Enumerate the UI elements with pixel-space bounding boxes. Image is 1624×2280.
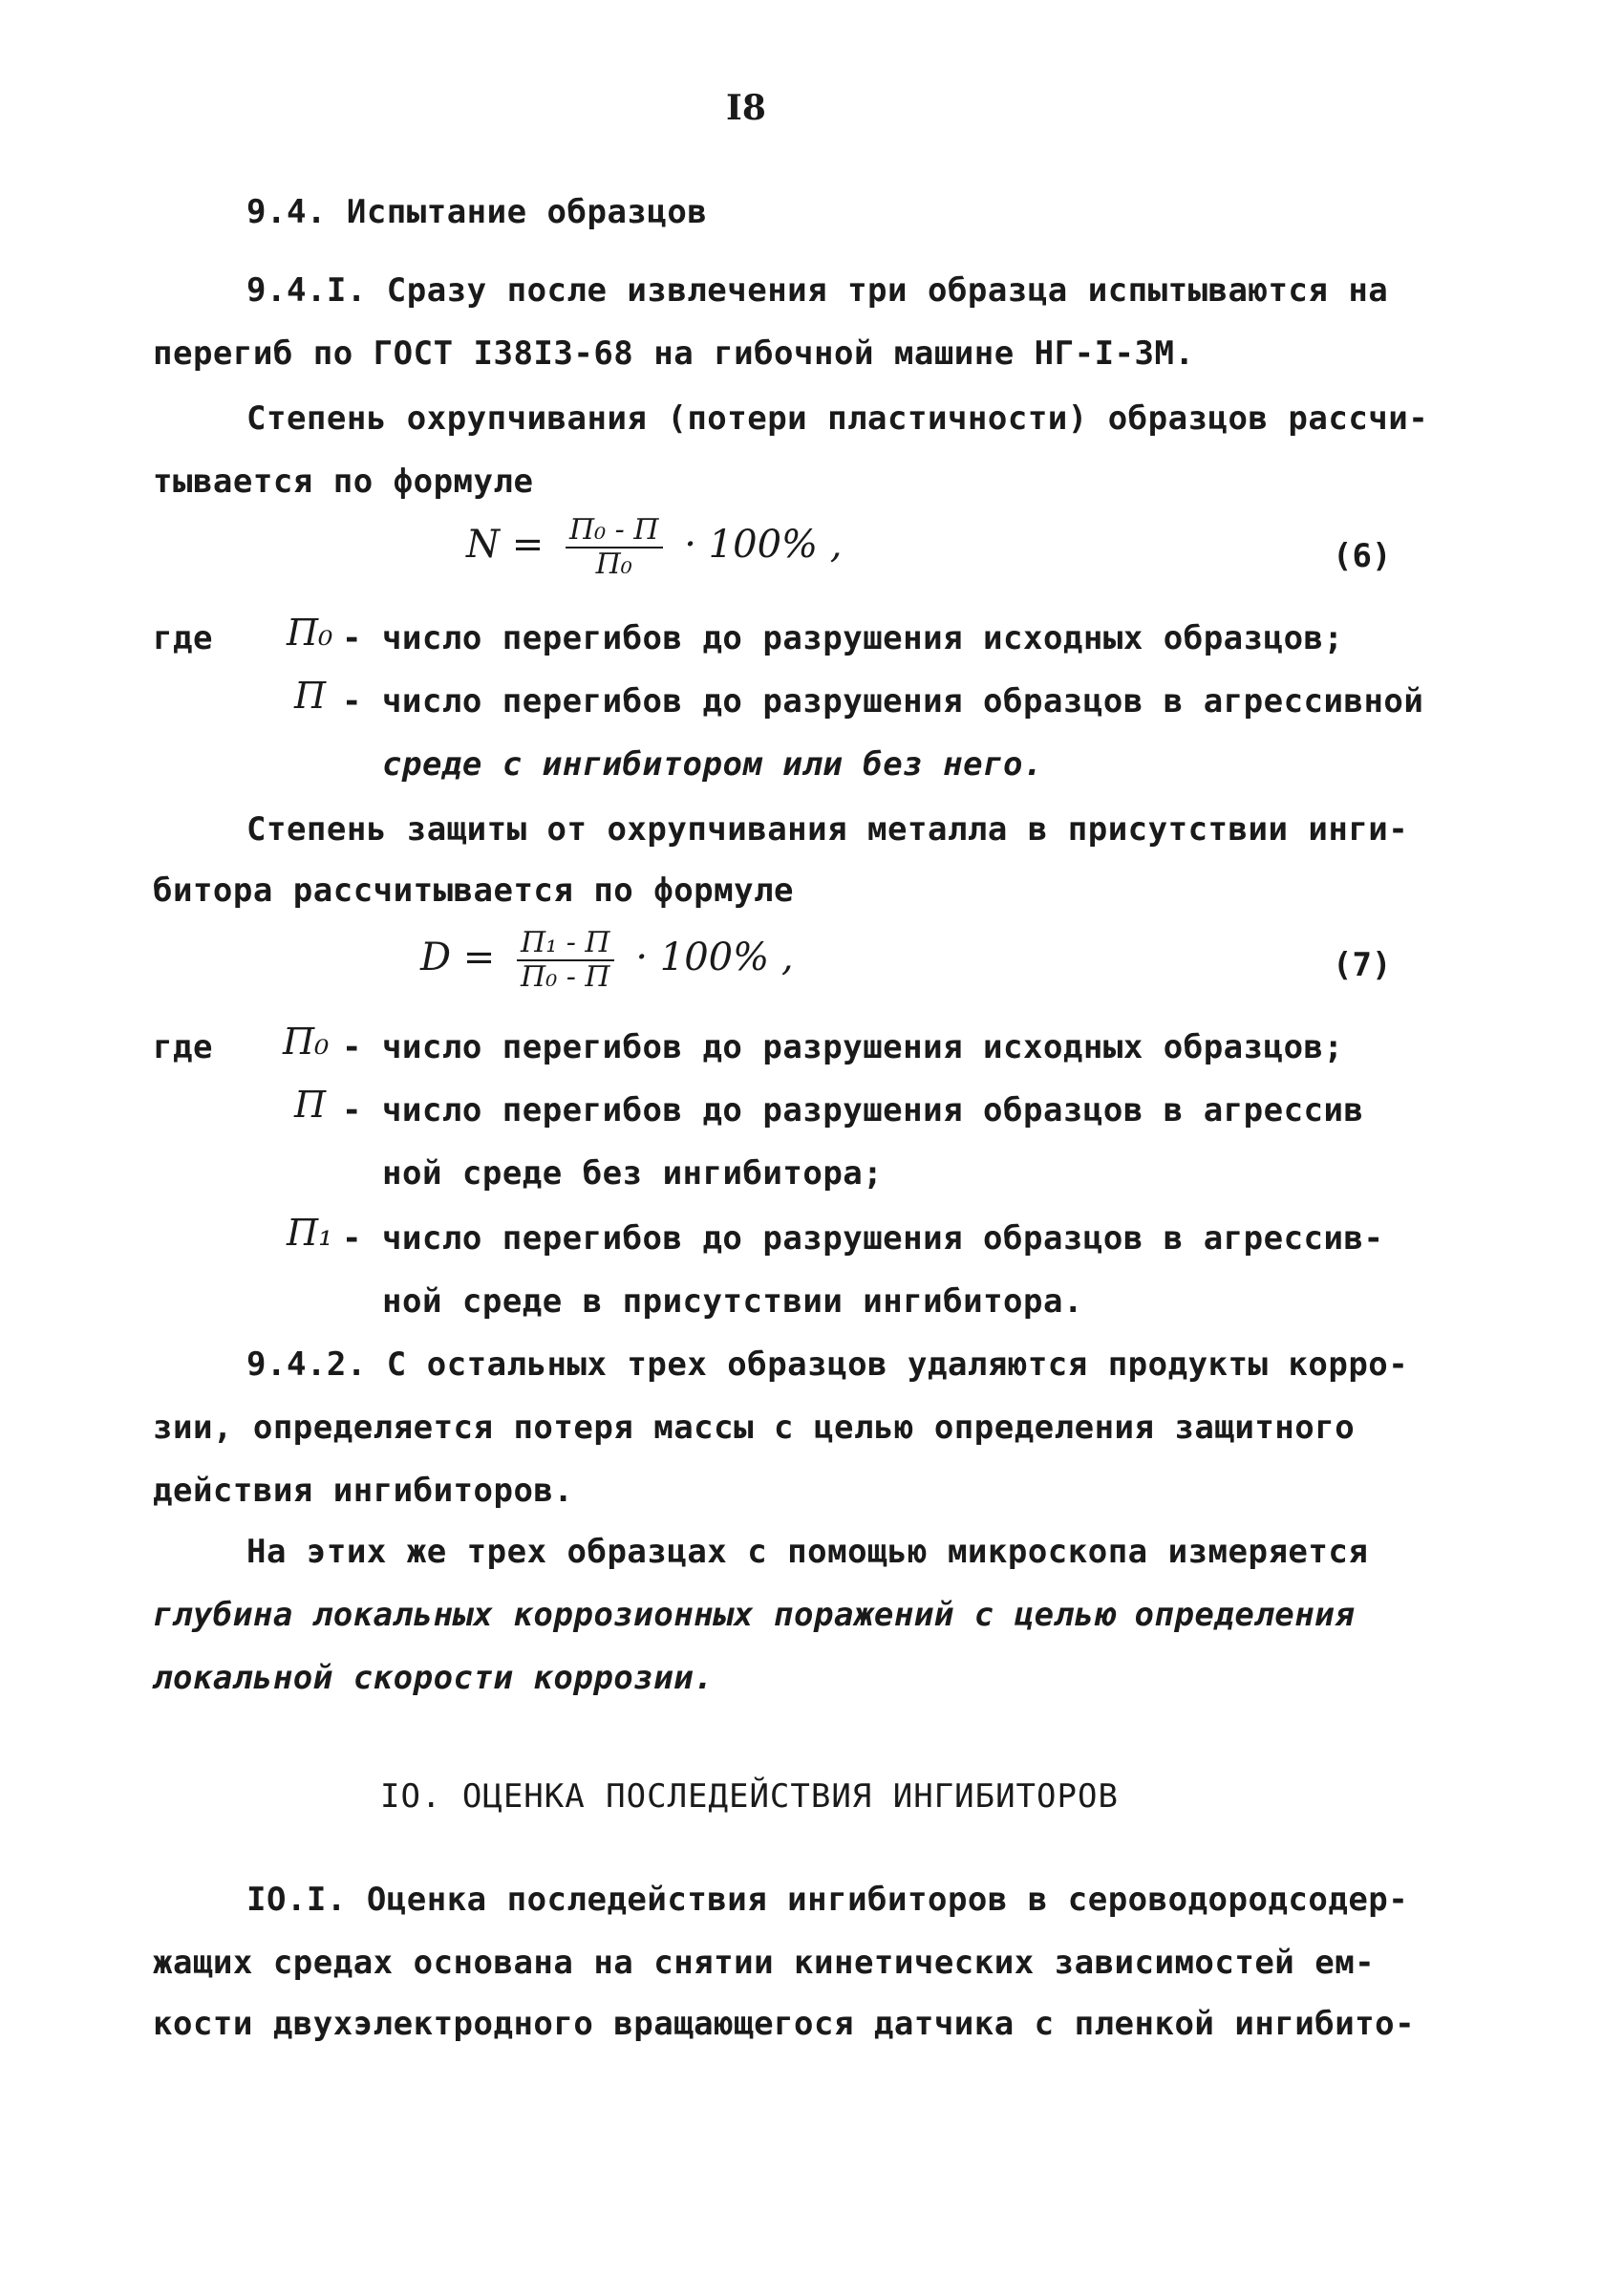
formula-7 bbox=[420, 927, 794, 994]
formula-7-rhs: · 100% , bbox=[635, 936, 794, 979]
where-7-symbol-2: П bbox=[294, 1084, 327, 1126]
formula-6 bbox=[466, 514, 842, 581]
formula-7-number: (7) bbox=[1333, 946, 1392, 984]
formula-7-lhs: D = bbox=[420, 936, 496, 979]
where-6-definition-1: - число перегибов до разрушения исходных образцов; bbox=[342, 619, 1344, 657]
paragraph-embrittlement-line-2: тывается по формуле bbox=[153, 462, 534, 501]
formula-6-rhs: · 100% , bbox=[684, 523, 843, 567]
paragraph-10-1-line-3: кости двухэлектродного вращающегося датчика с пленкой ингибито- bbox=[153, 2005, 1416, 2043]
paragraph-9-4-2-line-3: действия ингибиторов. bbox=[153, 1472, 574, 1510]
where-6-definition-2-line-2: среде с ингибитором или без него. bbox=[382, 745, 1044, 784]
formula-6-fraction bbox=[566, 514, 663, 581]
where-7-symbol-3: П₁ bbox=[287, 1212, 333, 1254]
section-10-title: IO. ОЦЕНКА ПОСЛЕДЕЙСТВИЯ ИНГИБИТОРОВ bbox=[380, 1777, 1119, 1816]
paragraph-10-1-line-1: IO.I. Оценка последействия ингибиторов в сероводородсодер- bbox=[246, 1881, 1409, 1919]
where-6-symbol-1: П₀ bbox=[287, 612, 333, 654]
paragraph-microscope-line-1: На этих же трех образцах с помощью микроскопа измеряется bbox=[246, 1533, 1369, 1571]
paragraph-9-4-1-line-1: 9.4.I. Сразу после извлечения три образца испытываются на bbox=[246, 271, 1389, 310]
formula-7-denominator: П₀ - П bbox=[521, 960, 610, 994]
paragraph-protection-line-2: битора рассчитывается по формуле bbox=[153, 871, 795, 910]
formula-7-fraction bbox=[517, 927, 614, 994]
page-number: I8 bbox=[726, 88, 766, 128]
where-6-label: где bbox=[153, 619, 213, 657]
where-7-definition-3-line-1: - число перегибов до разрушения образцов в агрессив- bbox=[342, 1219, 1384, 1258]
formula-6-lhs: N = bbox=[466, 523, 545, 567]
formula-6-denominator: П₀ bbox=[595, 548, 632, 581]
where-7-definition-2-line-2: ной среде без ингибитора; bbox=[382, 1154, 884, 1193]
paragraph-microscope-line-3: локальной скорости коррозии. bbox=[153, 1659, 715, 1697]
paragraph-10-1-line-2: жащих средах основана на снятии кинетических зависимостей ем- bbox=[153, 1944, 1376, 1982]
paragraph-microscope-line-2: глубина локальных коррозионных поражений с целью определения bbox=[153, 1596, 1356, 1634]
where-7-definition-2-line-1: - число перегибов до разрушения образцов в агрессив bbox=[342, 1091, 1364, 1129]
section-9-4-title: 9.4. Испытание образцов bbox=[246, 193, 708, 231]
paragraph-protection-line-1: Степень защиты от охрупчивания металла в присутствии инги- bbox=[246, 810, 1409, 849]
formula-6-numerator: П₀ - П bbox=[566, 514, 663, 548]
where-7-label: где bbox=[153, 1028, 213, 1066]
paragraph-9-4-1-line-2: перегиб по ГОСТ I38I3-68 на гибочной машине НГ-I-3М. bbox=[153, 334, 1195, 373]
formula-6-number: (6) bbox=[1333, 537, 1392, 575]
paragraph-embrittlement-line-1: Степень охрупчивания (потери пластичности) образцов рассчи- bbox=[246, 399, 1429, 438]
where-6-definition-2-line-1: - число перегибов до разрушения образцов в агрессивной bbox=[342, 682, 1424, 721]
where-7-definition-1: - число перегибов до разрушения исходных образцов; bbox=[342, 1028, 1344, 1066]
formula-7-numerator: П₁ - П bbox=[517, 927, 614, 961]
paragraph-9-4-2-line-1: 9.4.2. С остальных трех образцов удаляются продукты корро- bbox=[246, 1345, 1409, 1384]
where-7-definition-3-line-2: ной среде в присутствии ингибитора. bbox=[382, 1282, 1083, 1321]
where-7-symbol-1: П₀ bbox=[283, 1021, 330, 1063]
paragraph-9-4-2-line-2: зии, определяется потеря массы с целью определения защитного bbox=[153, 1409, 1356, 1447]
where-6-symbol-2: П bbox=[294, 675, 327, 717]
